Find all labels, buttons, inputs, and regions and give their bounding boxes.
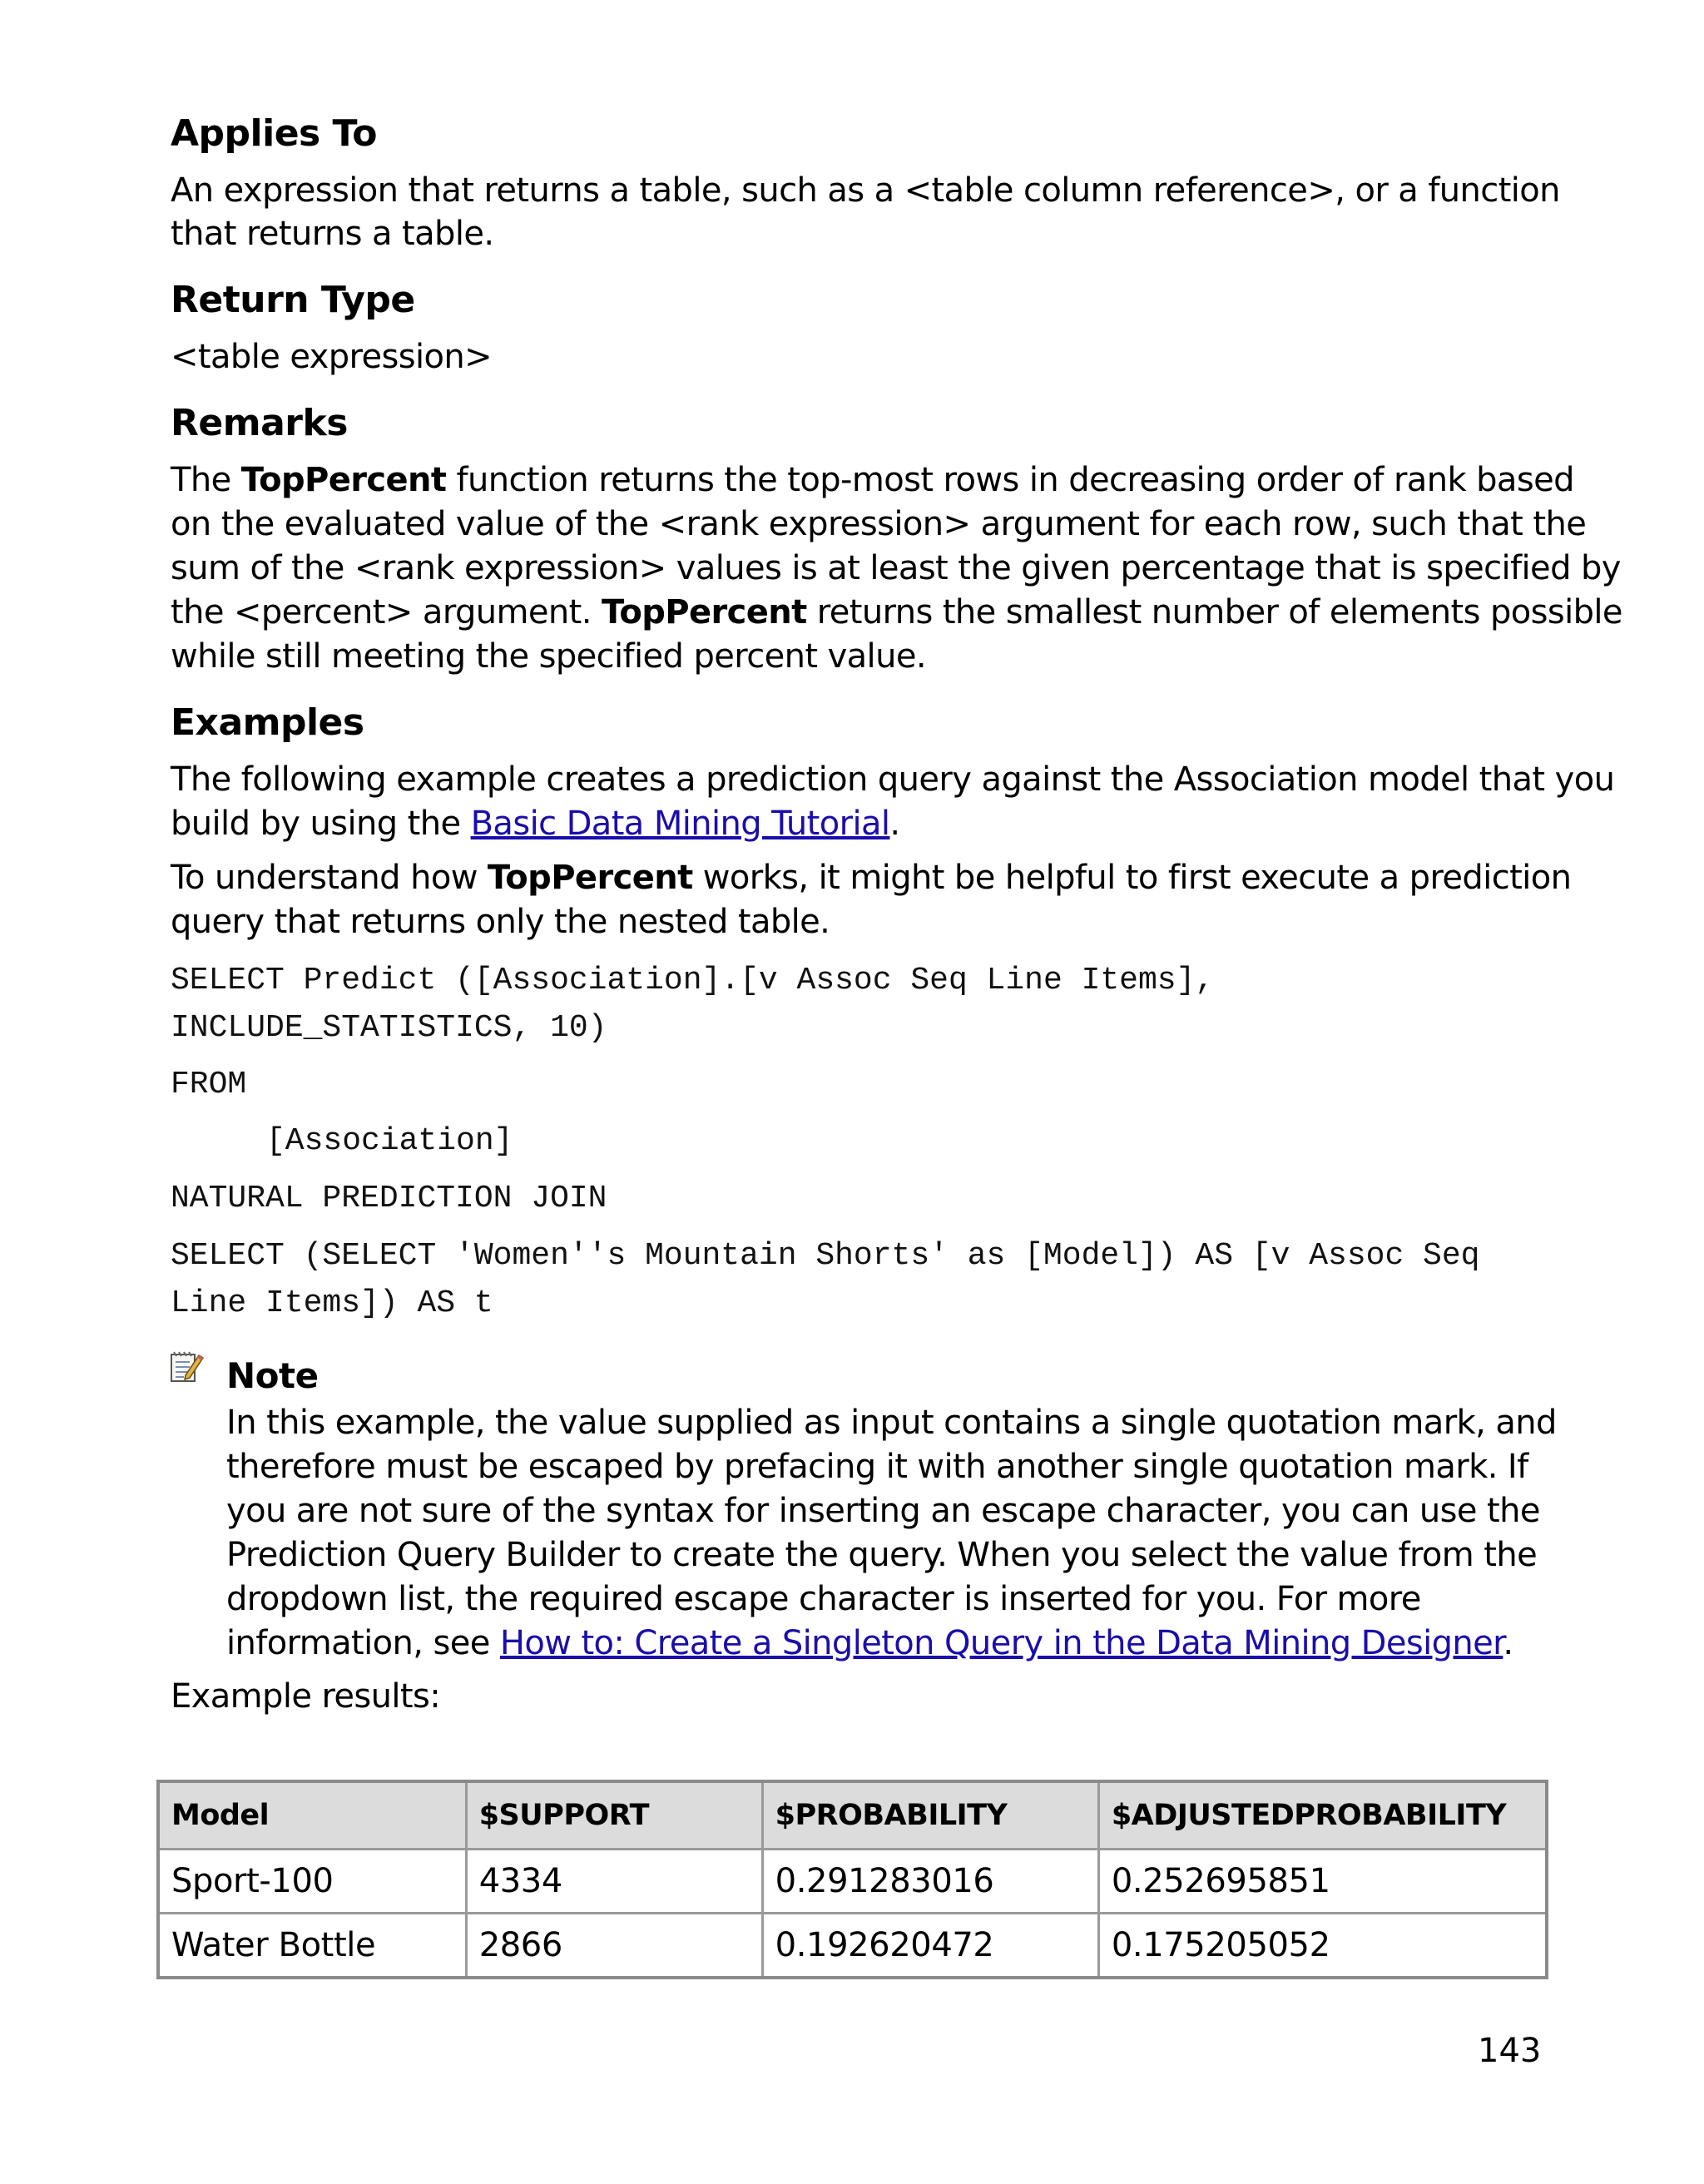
page-number: 143 bbox=[1478, 2032, 1542, 2070]
remarks-heading: Remarks bbox=[171, 402, 348, 444]
code-line-7: Line Items]) AS t bbox=[171, 1285, 493, 1321]
table-cell: 2866 bbox=[466, 1914, 762, 1978]
code-line-5: NATURAL PREDICTION JOIN bbox=[171, 1181, 607, 1216]
column-header-adjusted-probability: $ADJUSTEDPROBABILITY bbox=[1098, 1781, 1547, 1850]
column-header-support: $SUPPORT bbox=[466, 1781, 762, 1850]
table-cell: 0.252695851 bbox=[1098, 1850, 1547, 1914]
applies-to-heading: Applies To bbox=[171, 112, 377, 155]
remarks-line-1: The TopPercent function returns the top-most rows in decreasing order of rank based bbox=[171, 461, 1574, 499]
applies-to-line-2: that returns a table. bbox=[171, 215, 494, 253]
remarks-line-2: on the evaluated value of the <rank expression> argument for each row, such that the bbox=[171, 505, 1587, 543]
function-name-bold: TopPercent bbox=[487, 859, 693, 897]
basic-data-mining-tutorial-link[interactable]: Basic Data Mining Tutorial bbox=[470, 805, 890, 843]
examples-para-1-line-2: build by using the Basic Data Mining Tutorial. bbox=[171, 805, 900, 843]
singleton-query-link[interactable]: How to: Create a Singleton Query in the Data Mining Designer bbox=[499, 1624, 1503, 1662]
table-cell: 0.175205052 bbox=[1098, 1914, 1547, 1978]
table-cell: 0.291283016 bbox=[762, 1850, 1098, 1914]
note-line-2: therefore must be escaped by prefacing it with another single quotation mark. If bbox=[226, 1448, 1528, 1486]
remarks-line-4: the <percent> argument. TopPercent returns the smallest number of elements possible bbox=[171, 593, 1622, 631]
code-line-1: SELECT Predict ([Association].[v Assoc Seq Line Items], bbox=[171, 963, 1215, 998]
remarks-line-5: while still meeting the specified percent value. bbox=[171, 637, 926, 676]
code-line-4: [Association] bbox=[266, 1123, 513, 1159]
note-line-1: In this example, the value supplied as input contains a single quotation mark, and bbox=[226, 1404, 1557, 1442]
code-line-6: SELECT (SELECT 'Women''s Mountain Shorts' as [Model]) AS [v Assoc Seq bbox=[171, 1238, 1480, 1274]
applies-to-line-1: An expression that returns a table, such as a <table column reference>, or a function bbox=[171, 171, 1560, 210]
table-cell: 0.192620472 bbox=[762, 1914, 1098, 1978]
return-type-heading: Return Type bbox=[171, 279, 415, 321]
note-line-4: Prediction Query Builder to create the query. When you select the value from the bbox=[226, 1536, 1538, 1574]
note-line-5: dropdown list, the required escape character is inserted for you. For more bbox=[226, 1580, 1421, 1618]
table-cell: Water Bottle bbox=[158, 1914, 466, 1978]
function-name-bold: TopPercent bbox=[240, 461, 447, 499]
examples-para-2-line-1: To understand how TopPercent works, it might be helpful to first execute a prediction bbox=[171, 859, 1572, 897]
examples-para-2-line-2: query that returns only the nested table. bbox=[171, 903, 830, 941]
table-row bbox=[158, 1914, 1547, 1978]
column-header-model: Model bbox=[158, 1781, 466, 1850]
note-heading: Note bbox=[226, 1355, 319, 1396]
code-line-2: INCLUDE_STATISTICS, 10) bbox=[171, 1010, 607, 1046]
return-type-value: <table expression> bbox=[171, 338, 493, 376]
results-table bbox=[156, 1780, 1548, 1979]
column-header-probability: $PROBABILITY bbox=[762, 1781, 1098, 1850]
table-cell: 4334 bbox=[466, 1850, 762, 1914]
function-name-bold: TopPercent bbox=[601, 593, 807, 631]
examples-para-1-line-1: The following example creates a prediction query against the Association model that you bbox=[171, 760, 1615, 799]
remarks-line-3: sum of the <rank expression> values is at least the given percentage that is specified by bbox=[171, 549, 1621, 587]
table-row bbox=[158, 1850, 1547, 1914]
example-results-label: Example results: bbox=[171, 1677, 441, 1716]
note-line-6: information, see How to: Create a Singleton Query in the Data Mining Designer. bbox=[226, 1624, 1513, 1662]
table-cell: Sport-100 bbox=[158, 1850, 466, 1914]
examples-heading: Examples bbox=[171, 701, 364, 744]
table-header-row bbox=[158, 1781, 1547, 1850]
note-line-3: you are not sure of the syntax for inserting an escape character, you can use the bbox=[226, 1492, 1540, 1530]
note-icon bbox=[169, 1349, 204, 1384]
code-line-3: FROM bbox=[171, 1067, 247, 1102]
